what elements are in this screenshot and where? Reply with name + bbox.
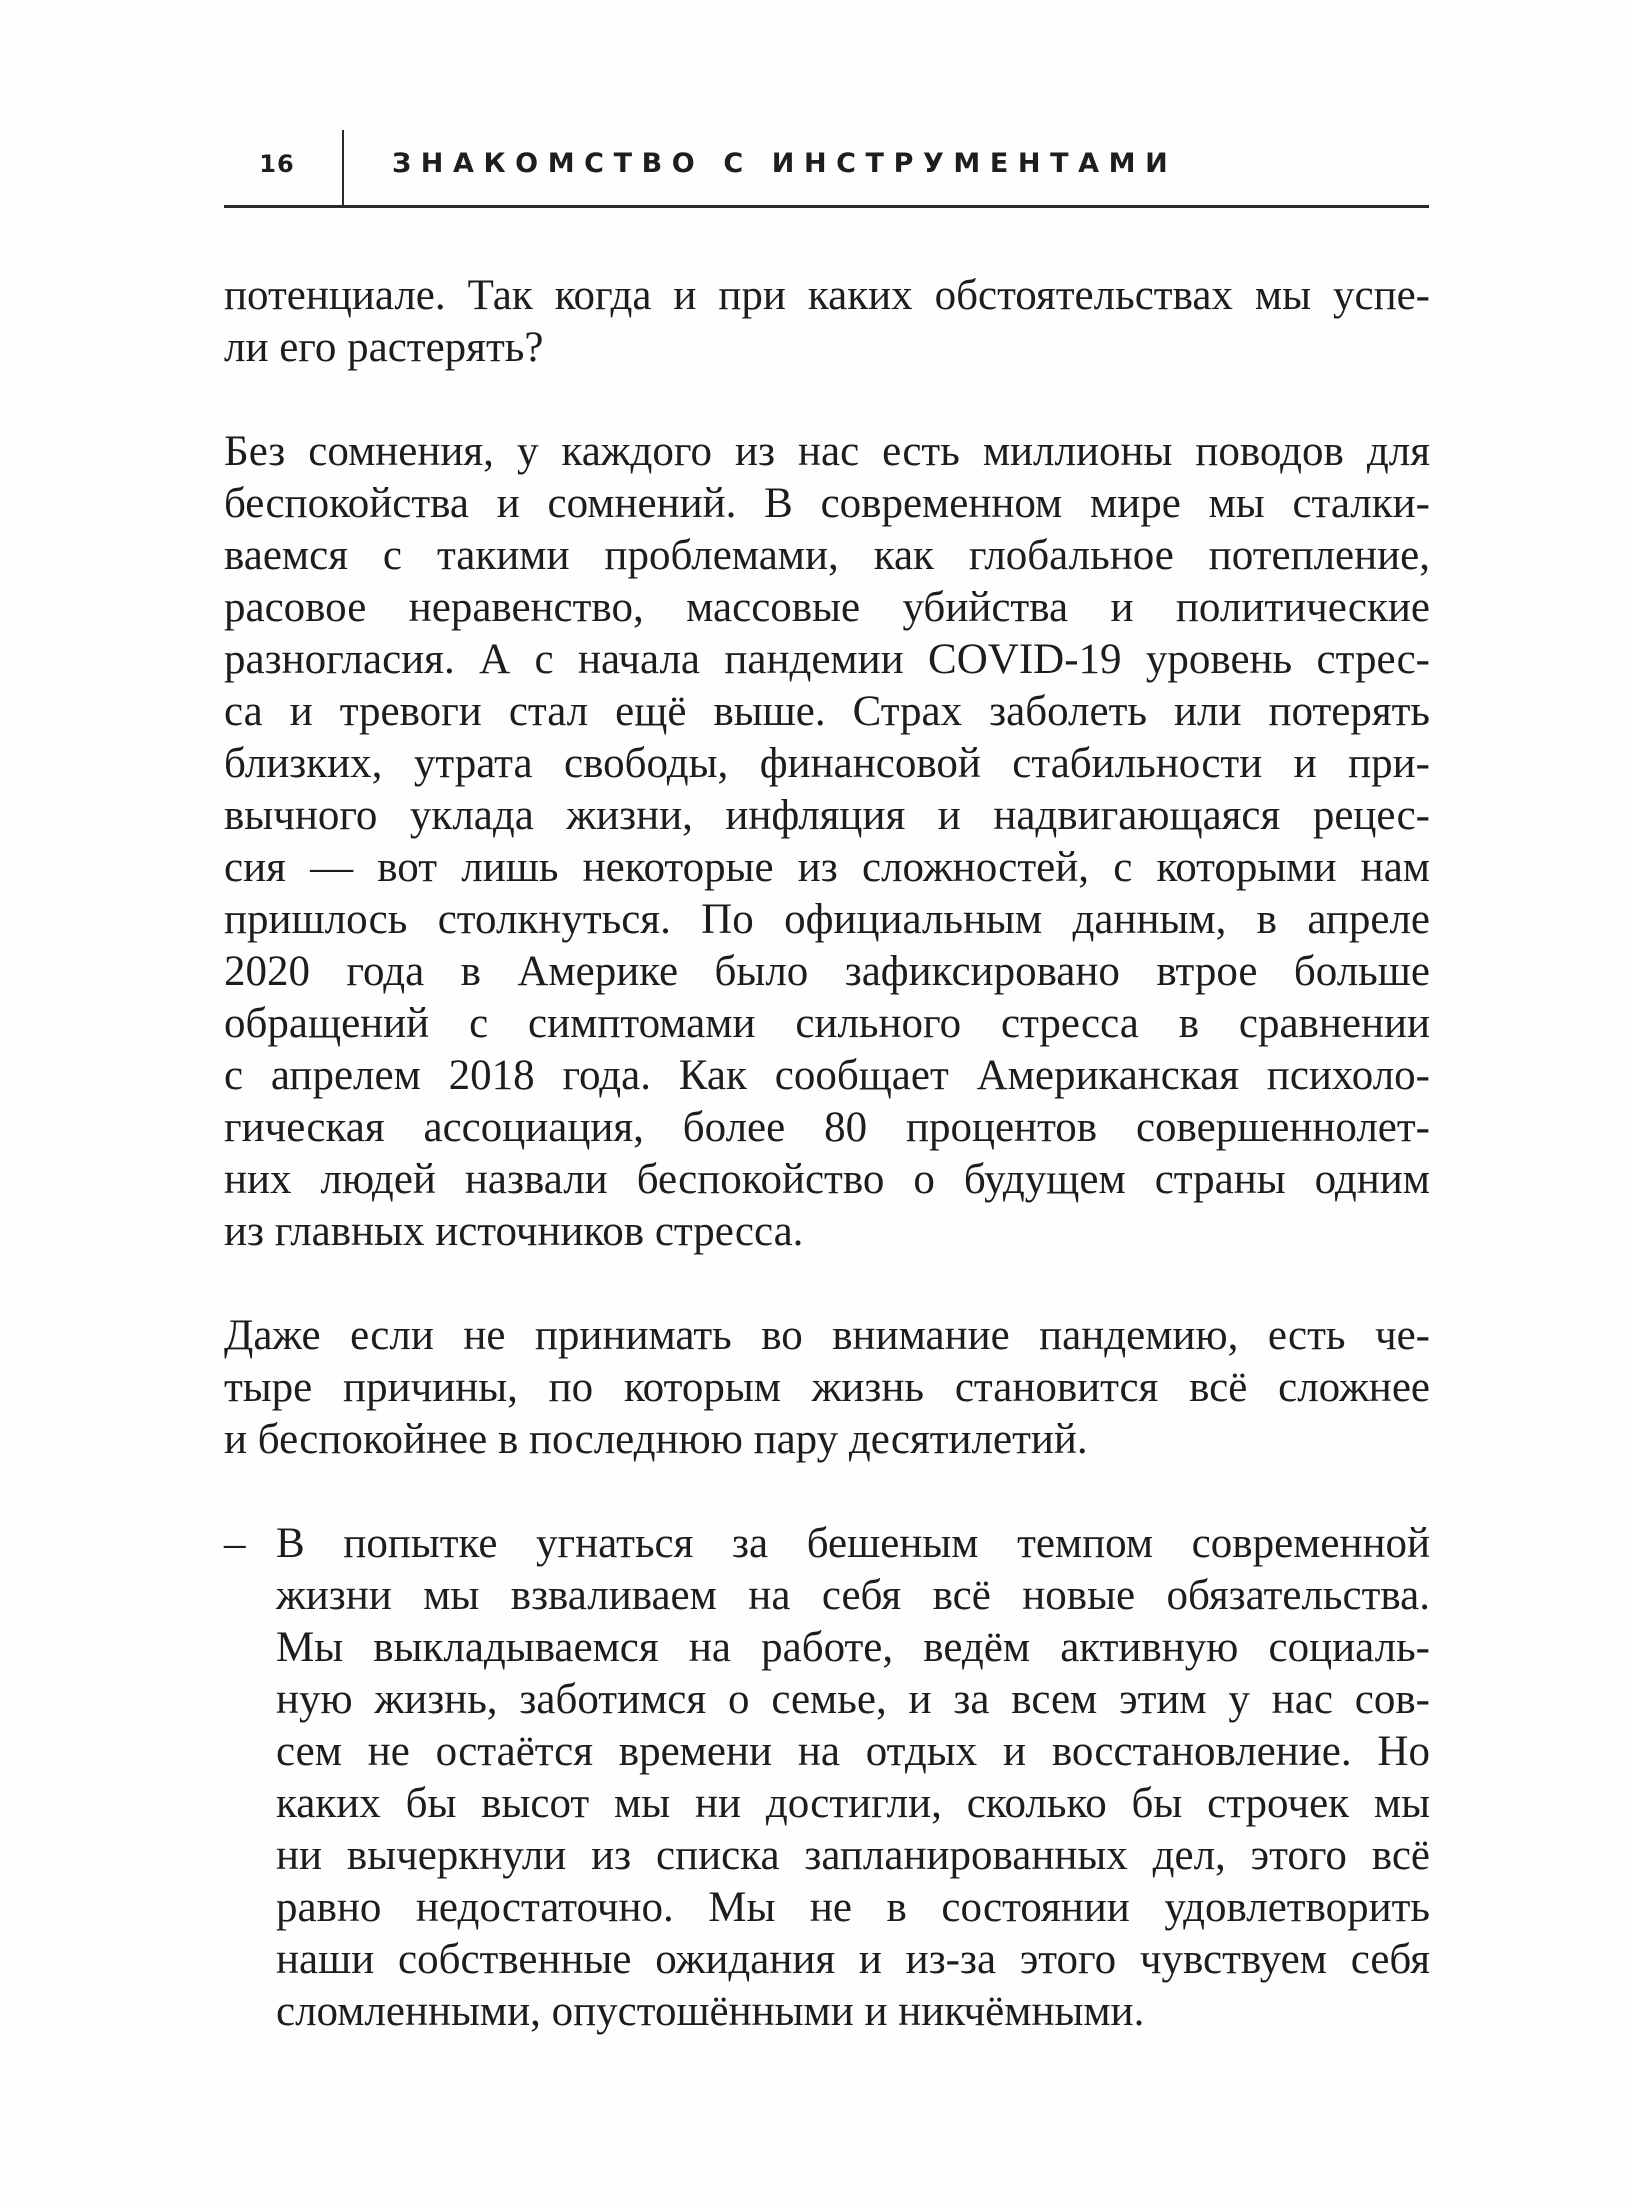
paragraph (224, 426, 1430, 1258)
text-line: гическая ассоциация, более 80 процентов совершеннолет- (224, 1104, 1430, 1151)
text-line: расовое неравенство, массовые убийства и политические (224, 584, 1430, 631)
text-line: близких, утрата свободы, финансовой стабильности и при- (224, 740, 1430, 787)
text-line: ваемся с такими проблемами, как глобальное потепление, (224, 532, 1430, 579)
list-dash: – (224, 1520, 246, 1567)
text-line: Без сомнения, у каждого из нас есть миллионы поводов для (224, 428, 1430, 475)
text-line: из главных источников стресса. (224, 1208, 804, 1255)
text-line: сем не остаётся времени на отдых и восстановление. Но (276, 1728, 1430, 1775)
text-line: наши собственные ожидания и из-за этого чувствуем себя (276, 1936, 1430, 1983)
list-item (224, 1518, 1430, 2038)
text-line: сия — вот лишь некоторые из сложностей, с которыми нам (224, 844, 1430, 891)
text-line: сломленными, опустошёнными и никчёмными. (276, 1988, 1145, 2035)
text-line: равно недостаточно. Мы не в состоянии удовлетворить (276, 1884, 1430, 1931)
text-line: обращений с симптомами сильного стресса в сравнении (224, 1000, 1430, 1047)
page-number: 16 (259, 150, 295, 178)
text-line: тыре причины, по которым жизнь становится всё сложнее (224, 1364, 1430, 1411)
paragraph (224, 270, 1430, 374)
text-line: каких бы высот мы ни достигли, сколько бы строчек мы (276, 1780, 1430, 1827)
text-line: потенциале. Так когда и при каких обстоятельствах мы успе- (224, 272, 1430, 319)
text-line: ную жизнь, заботимся о семье, и за всем этим у нас сов- (276, 1676, 1430, 1723)
text-line: разногласия. А с начала пандемии COVID-19 уровень стрес- (224, 636, 1430, 683)
chapter-title: ЗНАКОМСТВО С ИНСТРУМЕНТАМИ (392, 148, 1178, 179)
text-line: са и тревоги стал ещё выше. Страх заболеть или потерять (224, 688, 1430, 735)
text-line: ли его растерять? (224, 324, 544, 371)
text-line: и беспокойнее в последнюю пару десятилетий. (224, 1416, 1088, 1463)
header-rule (224, 205, 1429, 208)
text-line: с апрелем 2018 года. Как сообщает Американская психоло- (224, 1052, 1430, 1099)
running-head (224, 128, 1429, 208)
text-line: Даже если не принимать во внимание пандемию, есть че- (224, 1312, 1430, 1359)
text-line: В попытке угнаться за бешеным темпом современной (276, 1520, 1430, 1567)
text-line: ни вычеркнули из списка запланированных дел, этого всё (276, 1832, 1430, 1879)
text-line: жизни мы взваливаем на себя всё новые обязательства. (276, 1572, 1430, 1619)
text-line: 2020 года в Америке было зафиксировано втрое больше (224, 948, 1430, 995)
text-line: пришлось столкнуться. По официальным данным, в апреле (224, 896, 1430, 943)
text-line: них людей назвали беспокойство о будущем страны одним (224, 1156, 1430, 1203)
paragraph (224, 1310, 1430, 1466)
body-text (224, 270, 1430, 2090)
text-line: вычного уклада жизни, инфляция и надвигающаяся рецес- (224, 792, 1430, 839)
text-line: беспокойства и сомнений. В современном мире мы сталки- (224, 480, 1430, 527)
text-line: Мы выкладываемся на работе, ведём активную социаль- (276, 1624, 1430, 1671)
header-vertical-divider (342, 130, 344, 207)
